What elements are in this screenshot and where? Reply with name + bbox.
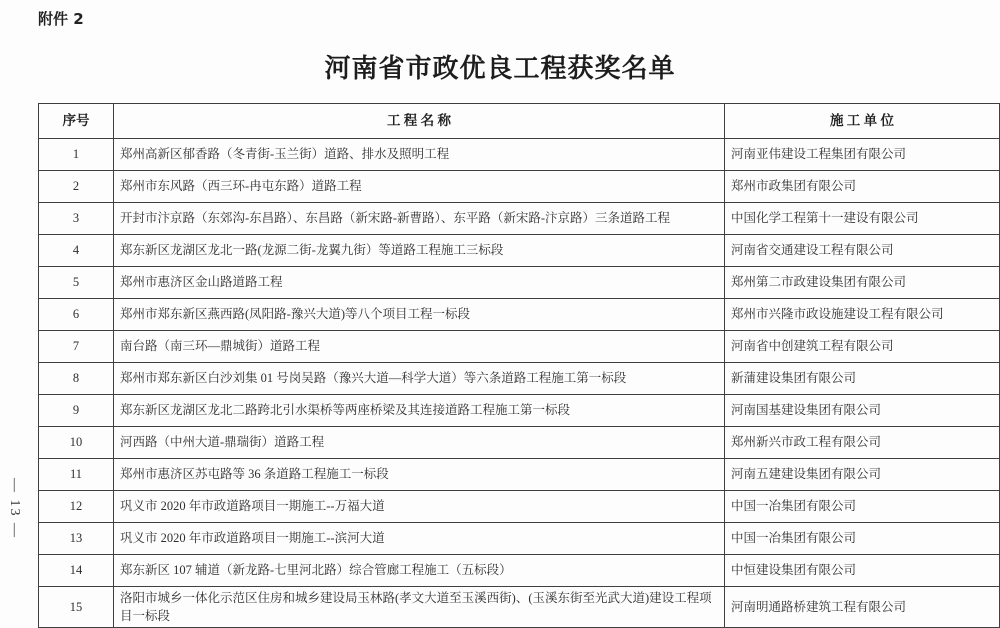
table-row: [39, 299, 1000, 331]
row-number: 13: [39, 523, 114, 555]
company-name: 中恒建设集团有限公司: [725, 555, 1000, 587]
project-name: 郑东新区龙湖区龙北一路(龙源二街-龙翼九街）等道路工程施工三标段: [114, 235, 725, 267]
project-name: 郑州市郑东新区白沙刘集 01 号岗吴路（豫兴大道—科学大道）等六条道路工程施工第一标段: [114, 363, 725, 395]
company-name: 郑州第二市政建设集团有限公司: [725, 267, 1000, 299]
row-number: 10: [39, 427, 114, 459]
table-row: [39, 139, 1000, 171]
row-number: 14: [39, 555, 114, 587]
project-name: 郑州市惠济区苏屯路等 36 条道路工程施工一标段: [114, 459, 725, 491]
table-row: [39, 395, 1000, 427]
table-row: [39, 587, 1000, 628]
table-row: [39, 555, 1000, 587]
row-number: 5: [39, 267, 114, 299]
project-name: 郑州市东风路（西三环-冉屯东路）道路工程: [114, 171, 725, 203]
header-cell-no: 序号: [39, 104, 114, 139]
table-row: [39, 427, 1000, 459]
table-row: [39, 459, 1000, 491]
company-name: 河南明通路桥建筑工程有限公司: [725, 587, 1000, 628]
company-name: 郑州市政集团有限公司: [725, 171, 1000, 203]
table-row: [39, 171, 1000, 203]
projects-table-header: [39, 104, 1000, 139]
projects-table: [38, 103, 1000, 628]
header-row: [39, 104, 1000, 139]
page-number: — 13 —: [7, 478, 22, 539]
row-number: 3: [39, 203, 114, 235]
row-number: 12: [39, 491, 114, 523]
company-name: 中国化学工程第十一建设有限公司: [725, 203, 1000, 235]
company-name: 郑州新兴市政工程有限公司: [725, 427, 1000, 459]
table-row: [39, 267, 1000, 299]
row-number: 7: [39, 331, 114, 363]
projects-table-body: [39, 139, 1000, 628]
row-number: 6: [39, 299, 114, 331]
table-row: [39, 235, 1000, 267]
table-row: [39, 203, 1000, 235]
project-name: 巩义市 2020 年市政道路项目一期施工--滨河大道: [114, 523, 725, 555]
table-row: [39, 491, 1000, 523]
row-number: 2: [39, 171, 114, 203]
attachment-label: 附件 2: [38, 10, 84, 28]
company-name: 中国一冶集团有限公司: [725, 491, 1000, 523]
company-name: 郑州市兴隆市政设施建设工程有限公司: [725, 299, 1000, 331]
project-name: 郑州高新区郁香路（冬青街-玉兰街）道路、排水及照明工程: [114, 139, 725, 171]
project-name: 河西路（中州大道-鼎瑞街）道路工程: [114, 427, 725, 459]
company-name: 河南五建建设集团有限公司: [725, 459, 1000, 491]
project-name: 南台路（南三环—鼎城街）道路工程: [114, 331, 725, 363]
page-title: 河南省市政优良工程获奖名单: [324, 54, 676, 84]
header-cell-company: 施 工 单 位: [725, 104, 1000, 139]
project-name: 郑州市郑东新区燕西路(凤阳路-豫兴大道)等八个项目工程一标段: [114, 299, 725, 331]
company-name: 中国一冶集团有限公司: [725, 523, 1000, 555]
project-name: 洛阳市城乡一体化示范区住房和城乡建设局玉林路(孝文大道至玉溪西街)、(玉溪东街至光武大道)建设工程项目一标段: [114, 587, 725, 628]
table-row: [39, 523, 1000, 555]
project-name: 巩义市 2020 年市政道路项目一期施工--万福大道: [114, 491, 725, 523]
project-name: 郑州市惠济区金山路道路工程: [114, 267, 725, 299]
row-number: 9: [39, 395, 114, 427]
row-number: 11: [39, 459, 114, 491]
company-name: 河南省交通建设工程有限公司: [725, 235, 1000, 267]
company-name: 河南省中创建筑工程有限公司: [725, 331, 1000, 363]
row-number: 4: [39, 235, 114, 267]
row-number: 1: [39, 139, 114, 171]
table-row: [39, 363, 1000, 395]
table-row: [39, 331, 1000, 363]
company-name: 新蒲建设集团有限公司: [725, 363, 1000, 395]
company-name: 河南亚伟建设工程集团有限公司: [725, 139, 1000, 171]
company-name: 河南国基建设集团有限公司: [725, 395, 1000, 427]
header-cell-project: 工 程 名 称: [114, 104, 725, 139]
row-number: 15: [39, 587, 114, 628]
project-name: 郑东新区龙湖区龙北二路跨北引水渠桥等两座桥梁及其连接道路工程施工第一标段: [114, 395, 725, 427]
row-number: 8: [39, 363, 114, 395]
project-name: 郑东新区 107 辅道（新龙路-七里河北路）综合管廊工程施工（五标段）: [114, 555, 725, 587]
project-name: 开封市汴京路（东郊沟-东昌路）、东昌路（新宋路-新曹路）、东平路（新宋路-汴京路）三条道路工程: [114, 203, 725, 235]
